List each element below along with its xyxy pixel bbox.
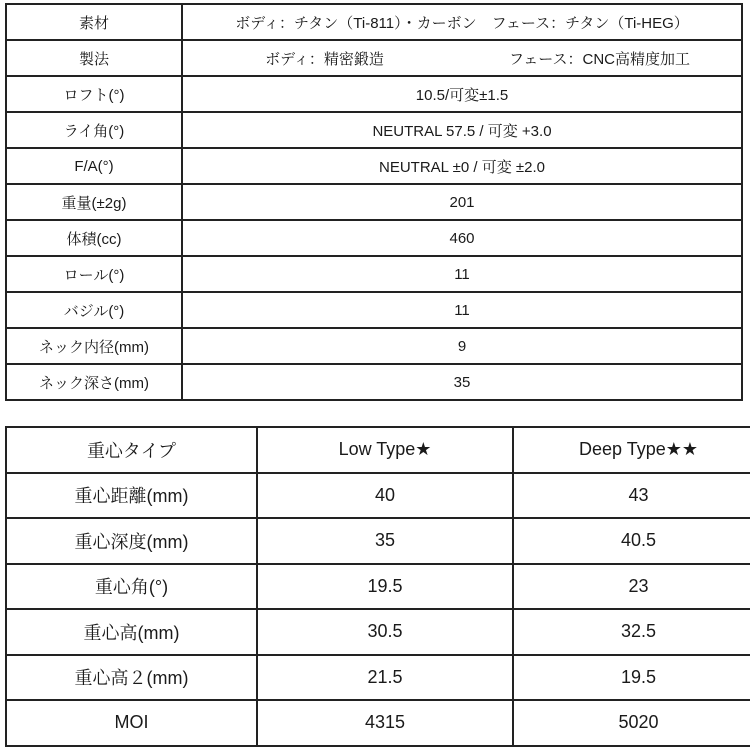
spec-label-weight: 重量(±2g) — [6, 184, 182, 220]
spec-row-weight — [6, 184, 742, 220]
spec-value-loft: 10.5/可変±1.5 — [182, 76, 742, 112]
spec-label-neck-inner-diameter: ネック内径(mm) — [6, 328, 182, 364]
gravity-label-moi: MOI — [6, 700, 257, 746]
spec-value-volume: 460 — [182, 220, 742, 256]
spec-row-lie-angle — [6, 112, 742, 148]
gravity-label-height: 重心高(mm) — [6, 609, 257, 655]
gravity-height-deep: 32.5 — [513, 609, 750, 655]
club-spec-table — [5, 3, 743, 401]
gravity-header-row — [6, 427, 750, 473]
spec-label-face-angle: F/A(°) — [6, 148, 182, 184]
spec-value-manufacturing — [182, 40, 742, 76]
gravity-row-distance — [6, 473, 750, 519]
spec-value-face-angle: NEUTRAL ±0 / 可変 ±2.0 — [182, 148, 742, 184]
gravity-moi-low: 4315 — [257, 700, 513, 746]
spec-value-material: ボディ：チタン（Ti-811）・カーボン フェース：チタン（Ti-HEG） — [182, 4, 742, 40]
gravity-label-height2: 重心高２(mm) — [6, 655, 257, 701]
gravity-height2-deep: 19.5 — [513, 655, 750, 701]
gravity-label-distance: 重心距離(mm) — [6, 473, 257, 519]
manufacturing-face: フェース：CNC高精度加工 — [509, 50, 690, 68]
gravity-angle-deep: 23 — [513, 564, 750, 610]
spec-row-bulge — [6, 292, 742, 328]
spec-value-neck-inner-diameter: 9 — [182, 328, 742, 364]
gravity-header-low-type: Low Type★ — [257, 427, 513, 473]
gravity-distance-low: 40 — [257, 473, 513, 519]
gravity-header-deep-type: Deep Type★★ — [513, 427, 750, 473]
gravity-height2-low: 21.5 — [257, 655, 513, 701]
spec-label-volume: 体積(cc) — [6, 220, 182, 256]
spec-label-neck-depth: ネック深さ(mm) — [6, 364, 182, 400]
gravity-height-low: 30.5 — [257, 609, 513, 655]
spec-label-material: 素材 — [6, 4, 182, 40]
gravity-label-angle: 重心角(°) — [6, 564, 257, 610]
spec-value-roll: 11 — [182, 256, 742, 292]
manufacturing-body: ボディ：精密鍛造 — [265, 50, 384, 68]
spec-label-manufacturing: 製法 — [6, 40, 182, 76]
gravity-distance-deep: 43 — [513, 473, 750, 519]
gravity-label-depth: 重心深度(mm) — [6, 518, 257, 564]
spec-row-neck-depth — [6, 364, 742, 400]
gravity-moi-deep: 5020 — [513, 700, 750, 746]
spec-row-roll — [6, 256, 742, 292]
spec-row-material — [6, 4, 742, 40]
spec-row-neck-inner-diameter — [6, 328, 742, 364]
spec-label-lie-angle: ライ角(°) — [6, 112, 182, 148]
spec-value-neck-depth: 35 — [182, 364, 742, 400]
manufacturing-split — [187, 48, 737, 69]
spec-row-loft — [6, 76, 742, 112]
spec-row-manufacturing — [6, 40, 742, 76]
gravity-header-type: 重心タイプ — [6, 427, 257, 473]
gravity-row-height2 — [6, 655, 750, 701]
gravity-row-height — [6, 609, 750, 655]
spec-label-loft: ロフト(°) — [6, 76, 182, 112]
gravity-row-angle — [6, 564, 750, 610]
gravity-row-depth — [6, 518, 750, 564]
gravity-row-moi — [6, 700, 750, 746]
spec-value-weight: 201 — [182, 184, 742, 220]
spec-row-volume — [6, 220, 742, 256]
gravity-angle-low: 19.5 — [257, 564, 513, 610]
spec-label-roll: ロール(°) — [6, 256, 182, 292]
gravity-depth-deep: 40.5 — [513, 518, 750, 564]
spec-value-lie-angle: NEUTRAL 57.5 / 可変 +3.0 — [182, 112, 742, 148]
gravity-depth-low: 35 — [257, 518, 513, 564]
spec-value-bulge: 11 — [182, 292, 742, 328]
gravity-type-table — [5, 426, 750, 747]
spec-label-bulge: バジル(°) — [6, 292, 182, 328]
spec-row-face-angle — [6, 148, 742, 184]
